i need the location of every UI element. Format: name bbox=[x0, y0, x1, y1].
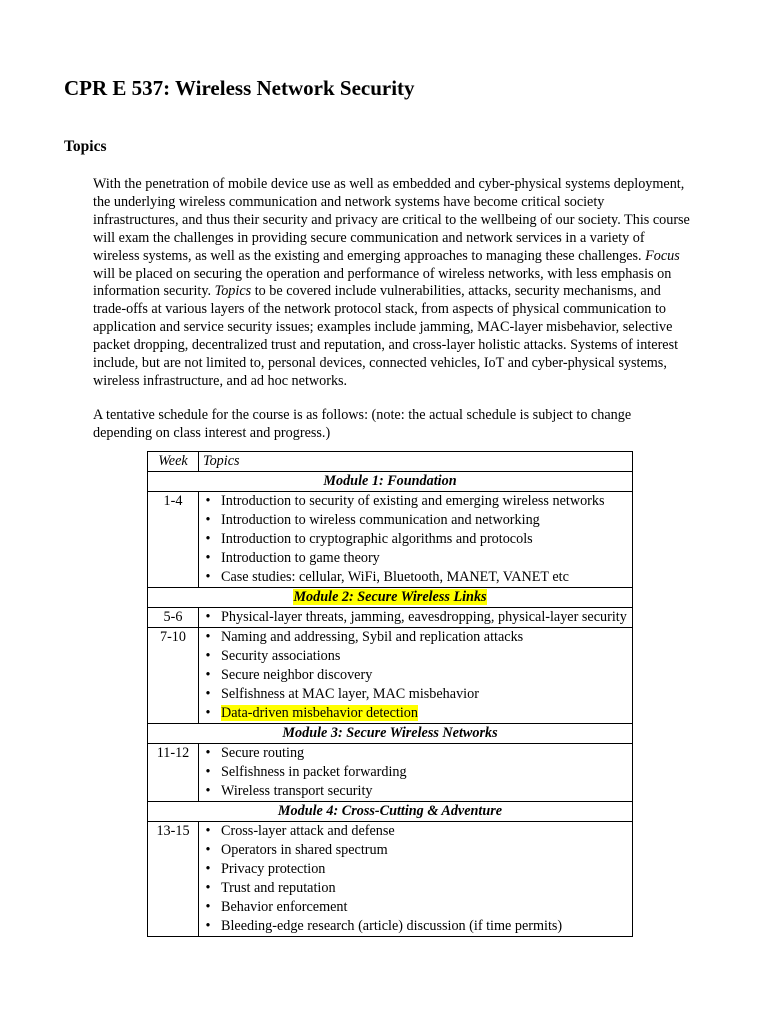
bullet-icon: • bbox=[205, 531, 211, 547]
highlighted-topic: Data-driven misbehavior detection bbox=[221, 705, 418, 721]
bullet-icon: • bbox=[205, 569, 211, 585]
week-cell: 11-12 bbox=[148, 744, 199, 802]
list-item: • Selfishness at MAC layer, MAC misbehavior bbox=[203, 685, 628, 704]
list-item: • Cross-layer attack and defense bbox=[203, 822, 628, 841]
table-row bbox=[148, 744, 633, 802]
list-item: • Selfishness in packet forwarding bbox=[203, 763, 628, 782]
table-row bbox=[148, 822, 633, 937]
bullet-icon: • bbox=[205, 842, 211, 858]
module-row bbox=[148, 588, 633, 608]
bullet-icon: • bbox=[205, 705, 211, 721]
list-item: • Naming and addressing, Sybil and replication attacks bbox=[203, 628, 628, 647]
list-item: • Wireless transport security bbox=[203, 782, 628, 801]
module-row bbox=[148, 724, 633, 744]
section-heading-topics: Topics bbox=[64, 138, 107, 155]
table-row bbox=[148, 608, 633, 628]
list-item: • Case studies: cellular, WiFi, Bluetooth, MANET, VANET etc bbox=[203, 568, 628, 587]
week-cell: 5-6 bbox=[148, 608, 199, 628]
topics-cell bbox=[199, 744, 633, 802]
week-cell: 13-15 bbox=[148, 822, 199, 937]
topics-cell bbox=[199, 492, 633, 588]
intro-text-part3: to be covered include vulnerabilities, attacks, security mechanisms, and trade-offs at various layers of the network protocol stack, from aspects of physical communication to application and service security issues; examples include jamming, MAC-layer misbehavior, selective packet dropping, decentralized trust and reputation, and cross-layer holistic attacks. Systems of interest include, but are not limited to, personal devices, connected vehicles, IoT and cyber-physical systems, wireless infrastructure, and ad hoc networks. bbox=[93, 283, 679, 389]
topics-cell bbox=[199, 608, 633, 628]
bullet-icon: • bbox=[205, 512, 211, 528]
list-item: • Secure routing bbox=[203, 744, 628, 763]
list-item: • Trust and reputation bbox=[203, 879, 628, 898]
bullet-icon: • bbox=[205, 783, 211, 799]
list-item: • Introduction to cryptographic algorithms and protocols bbox=[203, 530, 628, 549]
bullet-icon: • bbox=[205, 899, 211, 915]
bullet-icon: • bbox=[205, 667, 211, 683]
bullet-icon: • bbox=[205, 745, 211, 761]
topic-list bbox=[203, 608, 628, 627]
module-2-title: Module 2: Secure Wireless Links bbox=[293, 589, 487, 605]
bullet-icon: • bbox=[205, 918, 211, 934]
intro-topics-word: Topics bbox=[214, 283, 252, 300]
table-row bbox=[148, 628, 633, 724]
schedule-note: A tentative schedule for the course is as follows: (note: the actual schedule is subject to change depending on class interest and progress.) bbox=[93, 407, 632, 441]
topics-cell bbox=[199, 628, 633, 724]
bullet-icon: • bbox=[205, 648, 211, 664]
topic-list bbox=[203, 628, 628, 723]
bullet-icon: • bbox=[205, 629, 211, 645]
list-item: • Secure neighbor discovery bbox=[203, 666, 628, 685]
intro-focus-word: Focus bbox=[645, 247, 680, 264]
intro-text-part2: will be placed on securing the operation and performance of wireless networks, with less emphasis on information security. bbox=[93, 265, 672, 300]
bullet-icon: • bbox=[205, 550, 211, 566]
list-item: • Behavior enforcement bbox=[203, 898, 628, 917]
list-item: • Bleeding-edge research (article) discussion (if time permits) bbox=[203, 917, 628, 936]
table-header-row bbox=[148, 452, 633, 472]
topic-list bbox=[203, 744, 628, 801]
bullet-icon: • bbox=[205, 493, 211, 509]
bullet-icon: • bbox=[205, 686, 211, 702]
intro-text-part1: With the penetration of mobile device use as well as embedded and cyber-physical systems deployment, the underlying wireless communication and network systems have become critical society infrastructures, and thus their security and privacy are critical to the wellbeing of our society. This course will exam the challenges in providing secure communication and network services in a variety of wireless systems, as well as the existing and emerging approaches to managing these challenges. bbox=[93, 176, 690, 264]
header-week: Week bbox=[148, 452, 199, 472]
bullet-icon: • bbox=[205, 861, 211, 877]
list-item: • Introduction to wireless communication and networking bbox=[203, 511, 628, 530]
module-2-cell bbox=[148, 588, 633, 608]
list-item: • Physical-layer threats, jamming, eavesdropping, physical-layer security bbox=[203, 608, 628, 627]
topic-list bbox=[203, 822, 628, 936]
module-3-title: Module 3: Secure Wireless Networks bbox=[148, 724, 633, 744]
header-topics: Topics bbox=[199, 452, 633, 472]
intro-paragraph bbox=[93, 176, 693, 391]
page-title: CPR E 537: Wireless Network Security bbox=[64, 76, 415, 100]
table-row bbox=[148, 492, 633, 588]
bullet-icon: • bbox=[205, 823, 211, 839]
week-cell: 1-4 bbox=[148, 492, 199, 588]
schedule-table bbox=[147, 451, 633, 937]
module-row bbox=[148, 472, 633, 492]
list-item bbox=[203, 704, 628, 723]
topics-cell bbox=[199, 822, 633, 937]
bullet-icon: • bbox=[205, 609, 211, 625]
module-4-title: Module 4: Cross-Cutting & Adventure bbox=[148, 802, 633, 822]
list-item: • Operators in shared spectrum bbox=[203, 841, 628, 860]
week-cell: 7-10 bbox=[148, 628, 199, 724]
topic-list bbox=[203, 492, 628, 587]
module-row bbox=[148, 802, 633, 822]
module-1-title: Module 1: Foundation bbox=[148, 472, 633, 492]
bullet-icon: • bbox=[205, 880, 211, 896]
list-item: • Introduction to game theory bbox=[203, 549, 628, 568]
list-item: • Security associations bbox=[203, 647, 628, 666]
list-item: • Introduction to security of existing and emerging wireless networks bbox=[203, 492, 628, 511]
list-item: • Privacy protection bbox=[203, 860, 628, 879]
bullet-icon: • bbox=[205, 764, 211, 780]
